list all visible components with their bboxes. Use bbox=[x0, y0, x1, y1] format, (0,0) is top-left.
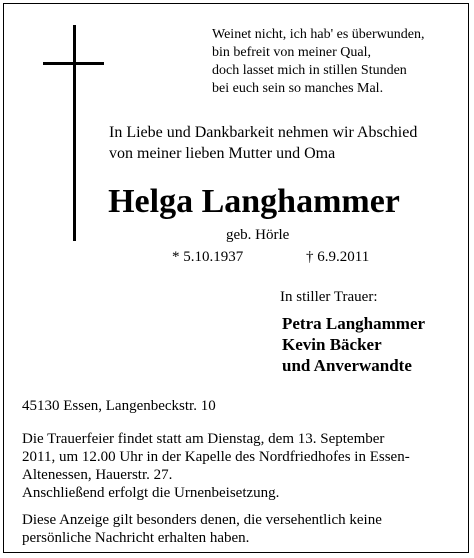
funeral-line: Anschließend erfolgt die Urnenbeisetzung. bbox=[22, 485, 280, 501]
poem-line: Weinet nicht, ich hab' es überwunden, bbox=[212, 27, 425, 42]
maiden-name: geb. Hörle bbox=[226, 227, 290, 243]
intro-line: In Liebe und Dankbarkeit nehmen wir Abschied bbox=[109, 124, 418, 141]
notice-info bbox=[22, 511, 462, 547]
obituary-notice bbox=[3, 3, 469, 553]
address: 45130 Essen, Langenbeckstr. 10 bbox=[22, 398, 216, 414]
poem-line: bin befreit von meiner Qual, bbox=[212, 45, 372, 60]
mourning-label: In stiller Trauer: bbox=[280, 289, 378, 305]
mourner-name: Petra Langhammer bbox=[282, 314, 426, 333]
funeral-line: 2011, um 12.00 Uhr in der Kapelle des Nordfriedhofes in Essen- bbox=[22, 449, 410, 465]
mourner-name: Kevin Bäcker bbox=[282, 335, 382, 354]
poem bbox=[212, 26, 452, 98]
poem-line: bei euch sein so manches Mal. bbox=[212, 81, 384, 96]
mourners-list bbox=[282, 313, 425, 376]
footer bbox=[22, 397, 462, 547]
intro-line: von meiner lieben Mutter und Oma bbox=[109, 145, 336, 162]
mourner-name: und Anverwandte bbox=[282, 356, 412, 375]
funeral-info bbox=[22, 430, 462, 502]
deceased-name: Helga Langhammer bbox=[108, 183, 400, 220]
funeral-line: Altenessen, Hauerstr. 27. bbox=[22, 467, 173, 483]
poem-line: doch lasset mich in stillen Stunden bbox=[212, 63, 407, 78]
cross-horizontal-bar bbox=[43, 62, 104, 65]
death-date: † 6.9.2011 bbox=[306, 249, 370, 265]
notice-line: Diese Anzeige gilt besonders denen, die versehentlich keine bbox=[22, 512, 382, 528]
intro-text bbox=[109, 122, 439, 164]
birth-date: * 5.10.1937 bbox=[172, 249, 244, 265]
funeral-line: Die Trauerfeier findet statt am Dienstag, dem 13. September bbox=[22, 431, 385, 447]
notice-line: persönliche Nachricht erhalten haben. bbox=[22, 530, 250, 546]
